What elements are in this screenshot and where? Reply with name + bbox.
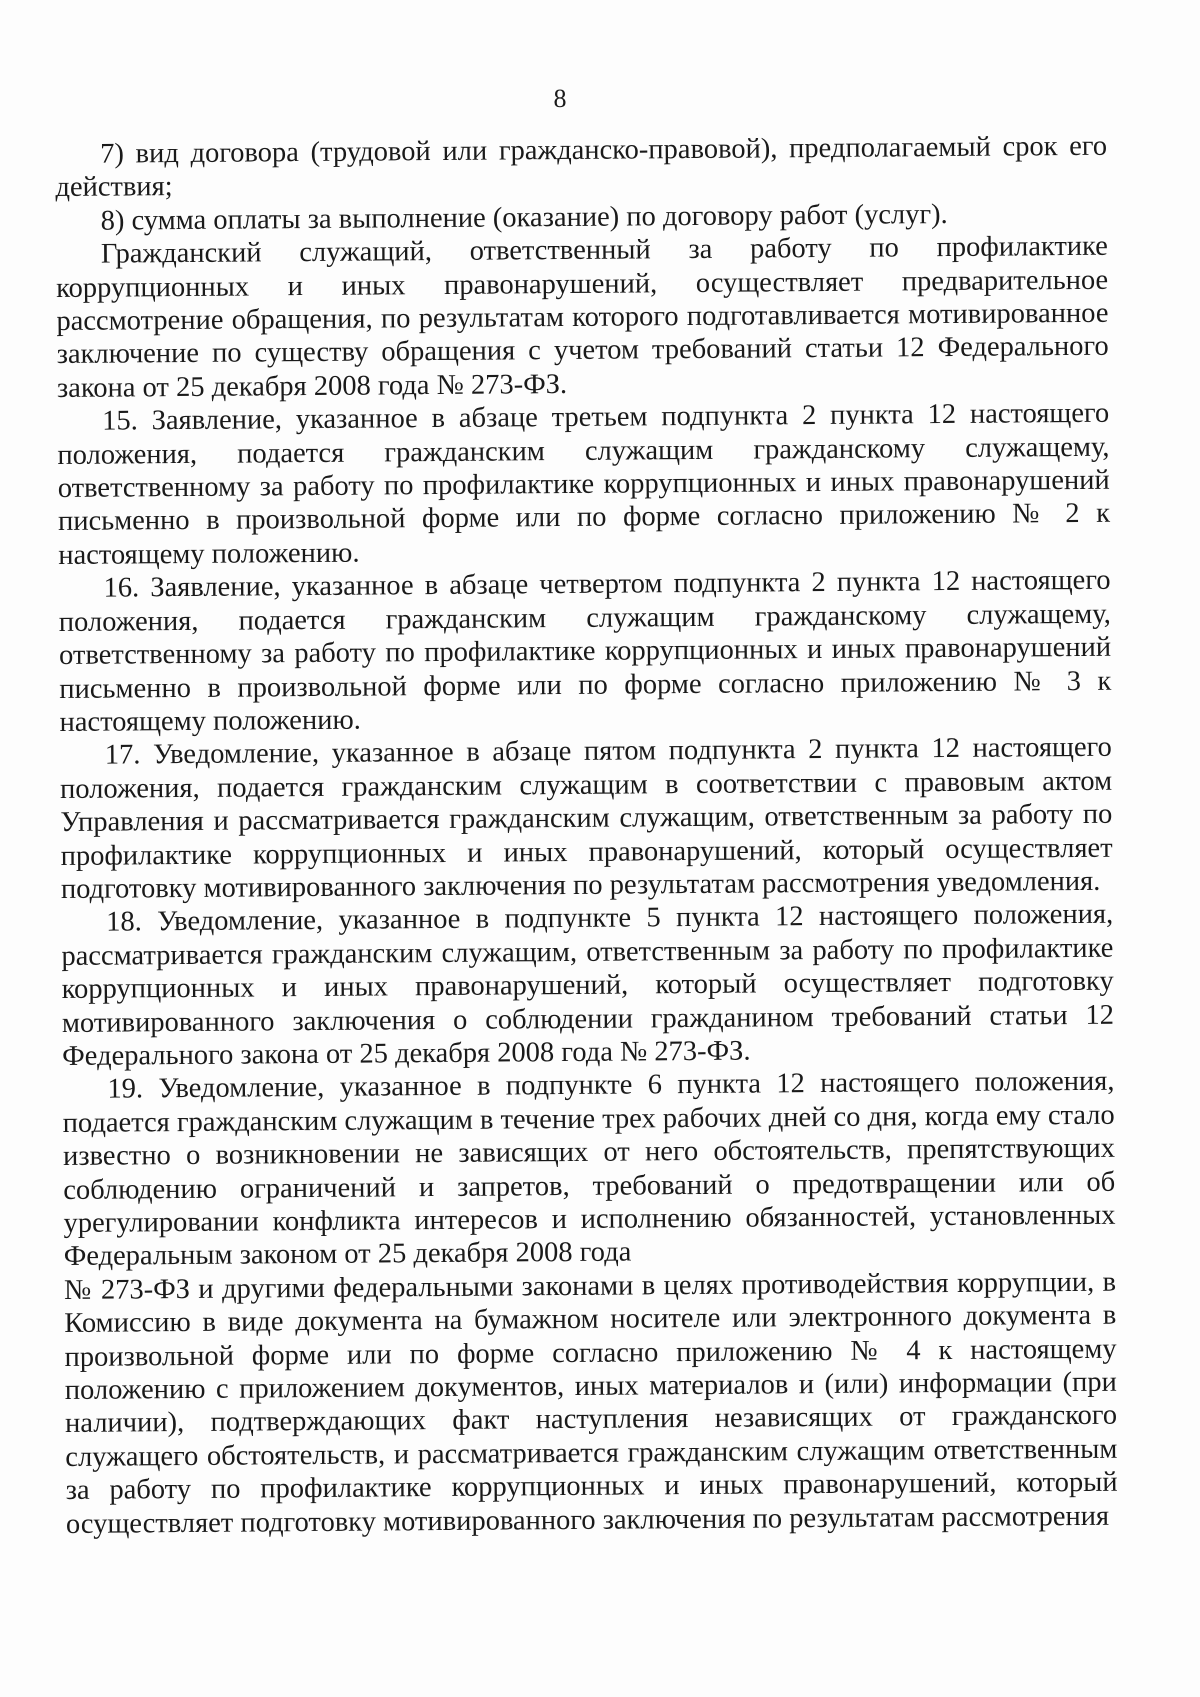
paragraph-item-8: 8) сумма оплаты за выполнение (оказание) по договору работ (услуг). xyxy=(100,198,948,237)
paragraph-19: 19. Уведомление, указанное в подпункте 6 пункта 12 настоящего положения, подается гражданским служащим в течение трех рабочих дней со дня, когда ему стало известно о возникновении не зависящих от него обстоятельств, препятствующих соблюдению ограничений и запретов, требований о предотвращении или об урегулировании конфликта интересов и исполнению обязанностей, установленных Федеральным законом от 25 декабря 2008 года xyxy=(62,1066,1116,1273)
paragraph-19-continuation: № 273-ФЗ и другими федеральными законами в целях противодействия коррупции, в Комиссию в виде документа на бумажном носителе или электронного документа в произвольной форме или по форме согласно приложению № 4 к настоящему положению с приложением документов, иных материалов и (или) информации (при наличии), подтверждающих факт наступления независящих от гражданского служащего обстоятельств, и рассматривается гражданским служащим ответственным за работу по профилактике коррупционных и иных правонарушений, который осуществляет подготовку мотивированного заключения по результатам рассмотрения xyxy=(63,1266,1118,1540)
paragraph-civil-servant: Гражданский служащий, ответственный за работу по профилактике коррупционных и иных правонарушений, осуществляет предварительное рассмотрение обращения, по результатам которого подготавливается мотивированное заключение по существу обращения с учетом требований статьи 12 Федерального закона от 25 декабря 2008 года № 273-ФЗ. xyxy=(56,230,1109,404)
paragraph-item-7: 7) вид договора (трудовой или гражданско-правовой), предполагаемый срок его действия; xyxy=(55,130,1108,204)
page-number: 8 xyxy=(553,84,567,113)
paragraph-16: 16. Заявление, указанное в абзаце четвертом подпункта 2 пункта 12 настоящего положения, подается гражданским служащим гражданскому служащему, ответственному за работу по профилактике коррупционных и иных правонарушений письменно в произвольной форме или по форме согласно приложению № 3 к настоящему положению. xyxy=(58,565,1112,738)
paragraph-17: 17. Уведомление, указанное в абзаце пятом подпункта 2 пункта 12 настоящего положения, подается гражданским служащим в соответствии с правовым актом Управления и рассматривается гражданским служащим, ответственным за работу по профилактике коррупционных и иных правонарушений, который осуществляет подготовку мотивированного заключения по результатам рассмотрения уведомления. xyxy=(59,732,1113,905)
paragraph-15: 15. Заявление, указанное в абзаце третьем подпункта 2 пункта 12 настоящего положения, подается гражданским служащим гражданскому служащему, ответственному за работу по профилактике коррупционных и иных правонарушений письменно в произвольной форме или по форме согласно приложению № 2 к настоящему положению. xyxy=(57,397,1111,571)
paragraph-18: 18. Уведомление, указанное в подпункте 5 пункта 12 настоящего положения, рассматривается гражданским служащим, ответственным за работу по профилактике коррупционных и иных правонарушений, который осуществляет подготовку мотивированного заключения о соблюдении гражданином требований статьи 12 Федерального закона от 25 декабря 2008 года № 273-ФЗ. xyxy=(61,899,1115,1072)
document-body xyxy=(55,130,1118,1541)
